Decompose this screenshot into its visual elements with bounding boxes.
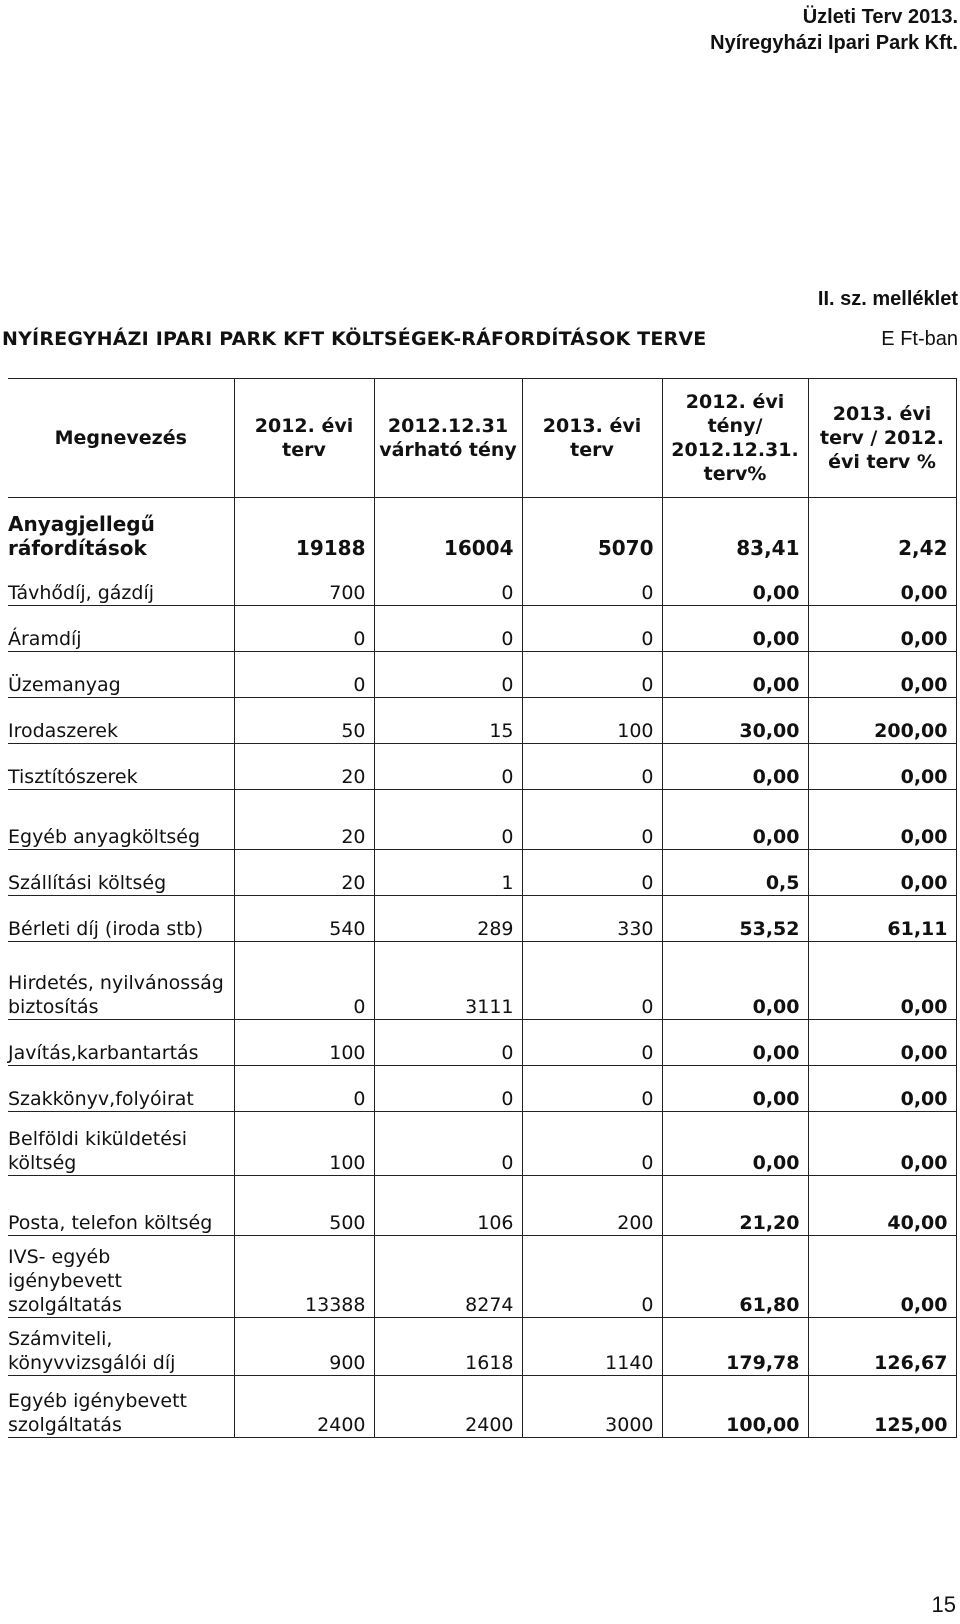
percent-cell: 0,00 bbox=[808, 652, 956, 698]
value-cell: 0 bbox=[522, 1236, 662, 1318]
value-cell: 20 bbox=[234, 744, 374, 790]
group-value: 16004 bbox=[374, 498, 522, 560]
column-header: 2012. évi tény/ 2012.12.31. terv% bbox=[662, 379, 808, 498]
cost-table bbox=[8, 378, 957, 1438]
table-header-row bbox=[8, 379, 956, 498]
row-label: Javítás,karbantartás bbox=[8, 1020, 234, 1066]
table-row bbox=[8, 896, 956, 942]
value-cell: 0 bbox=[234, 652, 374, 698]
percent-cell: 53,52 bbox=[662, 896, 808, 942]
percent-cell: 0,5 bbox=[662, 850, 808, 896]
column-header: 2012.12.31 várható tény bbox=[374, 379, 522, 498]
column-header: 2013. évi terv bbox=[522, 379, 662, 498]
value-cell: 500 bbox=[234, 1176, 374, 1236]
group-value: 5070 bbox=[522, 498, 662, 560]
value-cell: 0 bbox=[374, 790, 522, 850]
value-cell: 100 bbox=[234, 1020, 374, 1066]
row-label: Tisztítószerek bbox=[8, 744, 234, 790]
table-row bbox=[8, 790, 956, 850]
annex-label: II. sz. melléklet bbox=[817, 288, 958, 310]
value-cell: 0 bbox=[522, 1020, 662, 1066]
percent-cell: 179,78 bbox=[662, 1318, 808, 1376]
group-name: Anyagjellegű ráfordítások bbox=[8, 511, 155, 560]
page-title: NYÍREGYHÁZI IPARI PARK KFT KÖLTSÉGEK-RÁFORDÍTÁSOK TERVE bbox=[2, 328, 707, 350]
table-row bbox=[8, 1020, 956, 1066]
percent-cell: 0,00 bbox=[662, 790, 808, 850]
percent-cell: 100,00 bbox=[662, 1376, 808, 1438]
value-cell: 3000 bbox=[522, 1376, 662, 1438]
value-cell: 20 bbox=[234, 790, 374, 850]
percent-cell: 0,00 bbox=[662, 560, 808, 606]
column-header: Megnevezés bbox=[8, 379, 234, 498]
percent-cell: 0,00 bbox=[808, 744, 956, 790]
table-row bbox=[8, 850, 956, 896]
value-cell: 0 bbox=[374, 1020, 522, 1066]
table-row bbox=[8, 1176, 956, 1236]
group-row bbox=[8, 498, 956, 560]
value-cell: 100 bbox=[234, 1112, 374, 1176]
value-cell: 900 bbox=[234, 1318, 374, 1376]
row-label: Hirdetés, nyilvánosság biztosítás bbox=[8, 942, 234, 1020]
percent-cell: 0,00 bbox=[662, 1112, 808, 1176]
value-cell: 20 bbox=[234, 850, 374, 896]
value-cell: 0 bbox=[234, 1066, 374, 1112]
percent-cell: 0,00 bbox=[662, 652, 808, 698]
value-cell: 0 bbox=[522, 790, 662, 850]
percent-cell: 21,20 bbox=[662, 1176, 808, 1236]
percent-cell: 0,00 bbox=[808, 1236, 956, 1318]
table-row bbox=[8, 744, 956, 790]
percent-cell: 0,00 bbox=[808, 560, 956, 606]
value-cell: 0 bbox=[374, 1112, 522, 1176]
value-cell: 540 bbox=[234, 896, 374, 942]
percent-cell: 0,00 bbox=[662, 942, 808, 1020]
value-cell: 700 bbox=[234, 560, 374, 606]
value-cell: 289 bbox=[374, 896, 522, 942]
row-label: Egyéb igénybevett szolgáltatás bbox=[8, 1376, 234, 1438]
value-cell: 0 bbox=[522, 1066, 662, 1112]
row-label: Egyéb anyagköltség bbox=[8, 790, 234, 850]
row-label: Belföldi kiküldetési költség bbox=[8, 1112, 234, 1176]
value-cell: 0 bbox=[522, 1112, 662, 1176]
table-row bbox=[8, 1318, 956, 1376]
percent-cell: 0,00 bbox=[662, 744, 808, 790]
table-row bbox=[8, 942, 956, 1020]
value-cell: 0 bbox=[522, 606, 662, 652]
percent-cell: 0,00 bbox=[808, 1020, 956, 1066]
row-label: Szakkönyv,folyóirat bbox=[8, 1066, 234, 1112]
group-value: 19188 bbox=[234, 498, 374, 560]
header-line-2: Nyíregyházi Ipari Park Kft. bbox=[710, 32, 958, 54]
table-row bbox=[8, 1376, 956, 1438]
value-cell: 0 bbox=[234, 942, 374, 1020]
value-cell: 3111 bbox=[374, 942, 522, 1020]
value-cell: 0 bbox=[522, 652, 662, 698]
value-cell: 2400 bbox=[374, 1376, 522, 1438]
percent-cell: 40,00 bbox=[808, 1176, 956, 1236]
row-label: Távhődíj, gázdíj bbox=[8, 560, 234, 606]
row-label: Posta, telefon költség bbox=[8, 1176, 234, 1236]
row-label: Üzemanyag bbox=[8, 652, 234, 698]
percent-cell: 61,11 bbox=[808, 896, 956, 942]
value-cell: 200 bbox=[522, 1176, 662, 1236]
value-cell: 0 bbox=[522, 850, 662, 896]
value-cell: 106 bbox=[374, 1176, 522, 1236]
percent-cell: 0,00 bbox=[808, 850, 956, 896]
value-cell: 0 bbox=[522, 744, 662, 790]
value-cell: 15 bbox=[374, 698, 522, 744]
value-cell: 330 bbox=[522, 896, 662, 942]
value-cell: 50 bbox=[234, 698, 374, 744]
percent-cell: 0,00 bbox=[808, 1112, 956, 1176]
unit-label: E Ft-ban bbox=[881, 328, 958, 350]
percent-cell: 125,00 bbox=[808, 1376, 956, 1438]
value-cell: 8274 bbox=[374, 1236, 522, 1318]
percent-cell: 0,00 bbox=[808, 790, 956, 850]
row-label: Bérleti díj (iroda stb) bbox=[8, 896, 234, 942]
column-header: 2013. évi terv / 2012. évi terv % bbox=[808, 379, 956, 498]
value-cell: 0 bbox=[234, 606, 374, 652]
percent-cell: 0,00 bbox=[662, 1020, 808, 1066]
value-cell: 100 bbox=[522, 698, 662, 744]
table-row bbox=[8, 606, 956, 652]
value-cell: 2400 bbox=[234, 1376, 374, 1438]
table-row bbox=[8, 652, 956, 698]
row-label: Számviteli, könyvvizsgálói díj bbox=[8, 1318, 234, 1376]
header-line-1: Üzleti Terv 2013. bbox=[802, 6, 958, 28]
table-row bbox=[8, 1066, 956, 1112]
value-cell: 1618 bbox=[374, 1318, 522, 1376]
column-header: 2012. évi terv bbox=[234, 379, 374, 498]
value-cell: 1140 bbox=[522, 1318, 662, 1376]
percent-cell: 0,00 bbox=[662, 1066, 808, 1112]
percent-cell: 30,00 bbox=[662, 698, 808, 744]
value-cell: 0 bbox=[374, 606, 522, 652]
percent-cell: 0,00 bbox=[808, 942, 956, 1020]
percent-cell: 0,00 bbox=[808, 606, 956, 652]
group-value: 83,41 bbox=[662, 498, 808, 560]
value-cell: 0 bbox=[374, 744, 522, 790]
document-header bbox=[710, 4, 958, 56]
percent-cell: 126,67 bbox=[808, 1318, 956, 1376]
table-row bbox=[8, 1236, 956, 1318]
percent-cell: 0,00 bbox=[808, 1066, 956, 1112]
row-label: IVS- egyéb igénybevett szolgáltatás bbox=[8, 1236, 234, 1318]
row-label: Irodaszerek bbox=[8, 698, 234, 744]
table-row bbox=[8, 698, 956, 744]
value-cell: 0 bbox=[374, 560, 522, 606]
row-label: Szállítási költség bbox=[8, 850, 234, 896]
value-cell: 0 bbox=[522, 560, 662, 606]
percent-cell: 61,80 bbox=[662, 1236, 808, 1318]
value-cell: 0 bbox=[522, 942, 662, 1020]
value-cell: 13388 bbox=[234, 1236, 374, 1318]
table-row bbox=[8, 1112, 956, 1176]
row-label: Áramdíj bbox=[8, 606, 234, 652]
percent-cell: 0,00 bbox=[662, 606, 808, 652]
table-row bbox=[8, 560, 956, 606]
value-cell: 0 bbox=[374, 652, 522, 698]
value-cell: 1 bbox=[374, 850, 522, 896]
page-number: 15 bbox=[931, 1592, 956, 1617]
percent-cell: 200,00 bbox=[808, 698, 956, 744]
group-value: 2,42 bbox=[808, 498, 956, 560]
value-cell: 0 bbox=[374, 1066, 522, 1112]
